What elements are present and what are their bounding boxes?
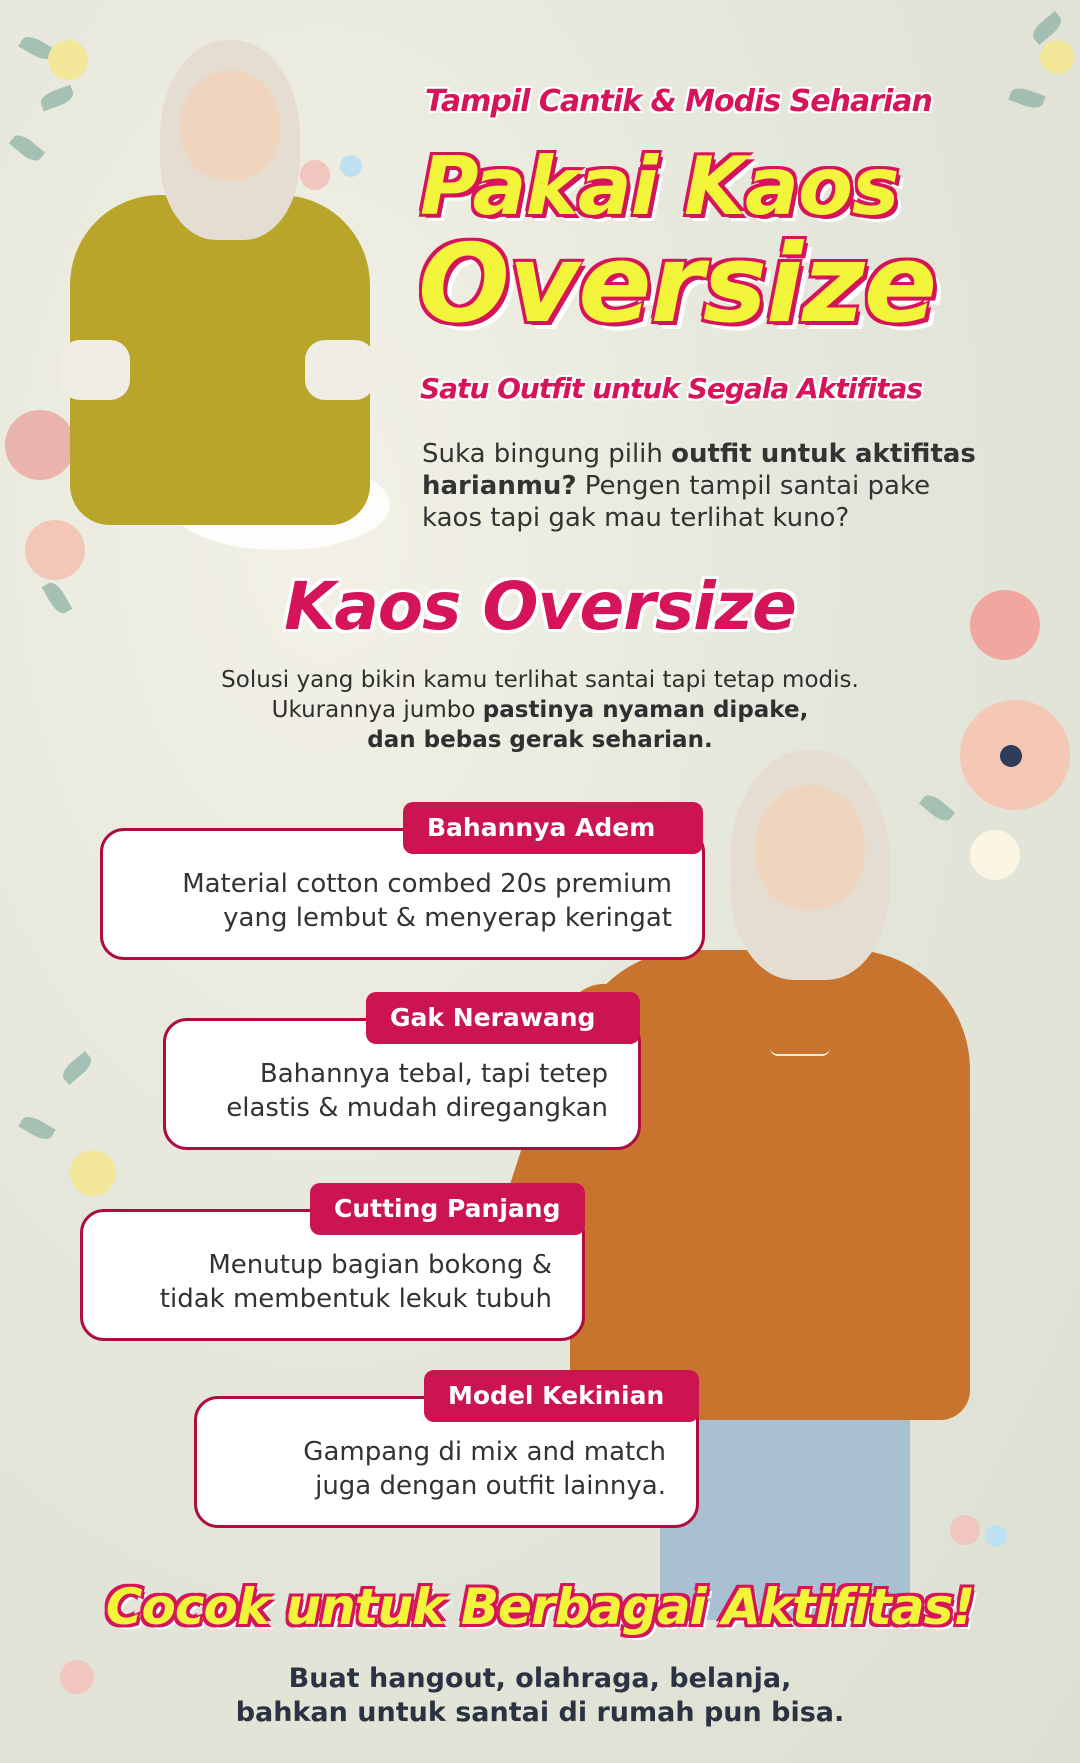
intro-text-2: Pengen tampil santai pake kaos tapi gak mau terlihat kuno?	[422, 471, 931, 533]
footer-title: Cocok untuk Berbagai Aktifitas!	[105, 1578, 975, 1636]
feature-tag-bahan: Bahannya Adem	[403, 802, 703, 854]
hero-title-line1: Pakai Kaos	[420, 140, 899, 233]
feature-tag-cutting: Cutting Panjang	[310, 1183, 585, 1235]
feature-card-cutting-text	[160, 1248, 552, 1316]
feature-line: Material cotton combed 20s premium	[182, 869, 672, 899]
feature-line: juga dengan outfit lainnya.	[315, 1471, 666, 1501]
intro-text-1: Suka bingung pilih	[422, 439, 672, 469]
feature-line: Menutup bagian bokong &	[208, 1250, 552, 1280]
intro-bold: outfit untuk aktifitas harianmu?	[422, 439, 976, 501]
section-title: Kaos Oversize	[284, 568, 796, 645]
feature-line: Gampang di mix and match	[303, 1437, 666, 1467]
section-line-1: Solusi yang bikin kamu terlihat santai tapi tetap modis.	[221, 667, 859, 693]
feature-line: yang lembut & menyerap keringat	[223, 903, 672, 933]
model-photo-mustard	[60, 40, 390, 560]
hero-intro	[422, 438, 982, 534]
feature-tag-model: Model Kekinian	[424, 1370, 699, 1422]
feature-card-nerawang-text	[226, 1057, 608, 1125]
feature-line: Bahannya tebal, tapi tetep	[259, 1059, 608, 1089]
feature-line: tidak membentuk lekuk tubuh	[159, 1284, 552, 1314]
footer-line-1: Buat hangout, olahraga, belanja,	[288, 1663, 792, 1694]
hero-subtitle: Satu Outfit untuk Segala Aktifitas	[420, 372, 923, 405]
feature-tag-nerawang: Gak Nerawang	[366, 992, 640, 1044]
footer-line-2: bahkan untuk santai di rumah pun bisa.	[235, 1697, 845, 1728]
section-description	[0, 665, 1080, 755]
footer-description	[0, 1662, 1080, 1730]
section-line-3-bold: dan bebas gerak seharian.	[367, 727, 713, 753]
section-line-2-plain: Ukurannya jumbo	[271, 697, 483, 723]
section-line-2-bold: pastinya nyaman dipake,	[482, 697, 809, 723]
section-line-2	[0, 695, 1080, 725]
feature-card-model-text	[303, 1435, 666, 1503]
hero-title-line2: Oversize	[418, 222, 937, 347]
feature-card-bahan-text	[182, 867, 672, 935]
feature-line: elastis & mudah diregangkan	[226, 1093, 608, 1123]
hero-kicker: Tampil Cantik & Modis Seharian	[425, 84, 932, 119]
